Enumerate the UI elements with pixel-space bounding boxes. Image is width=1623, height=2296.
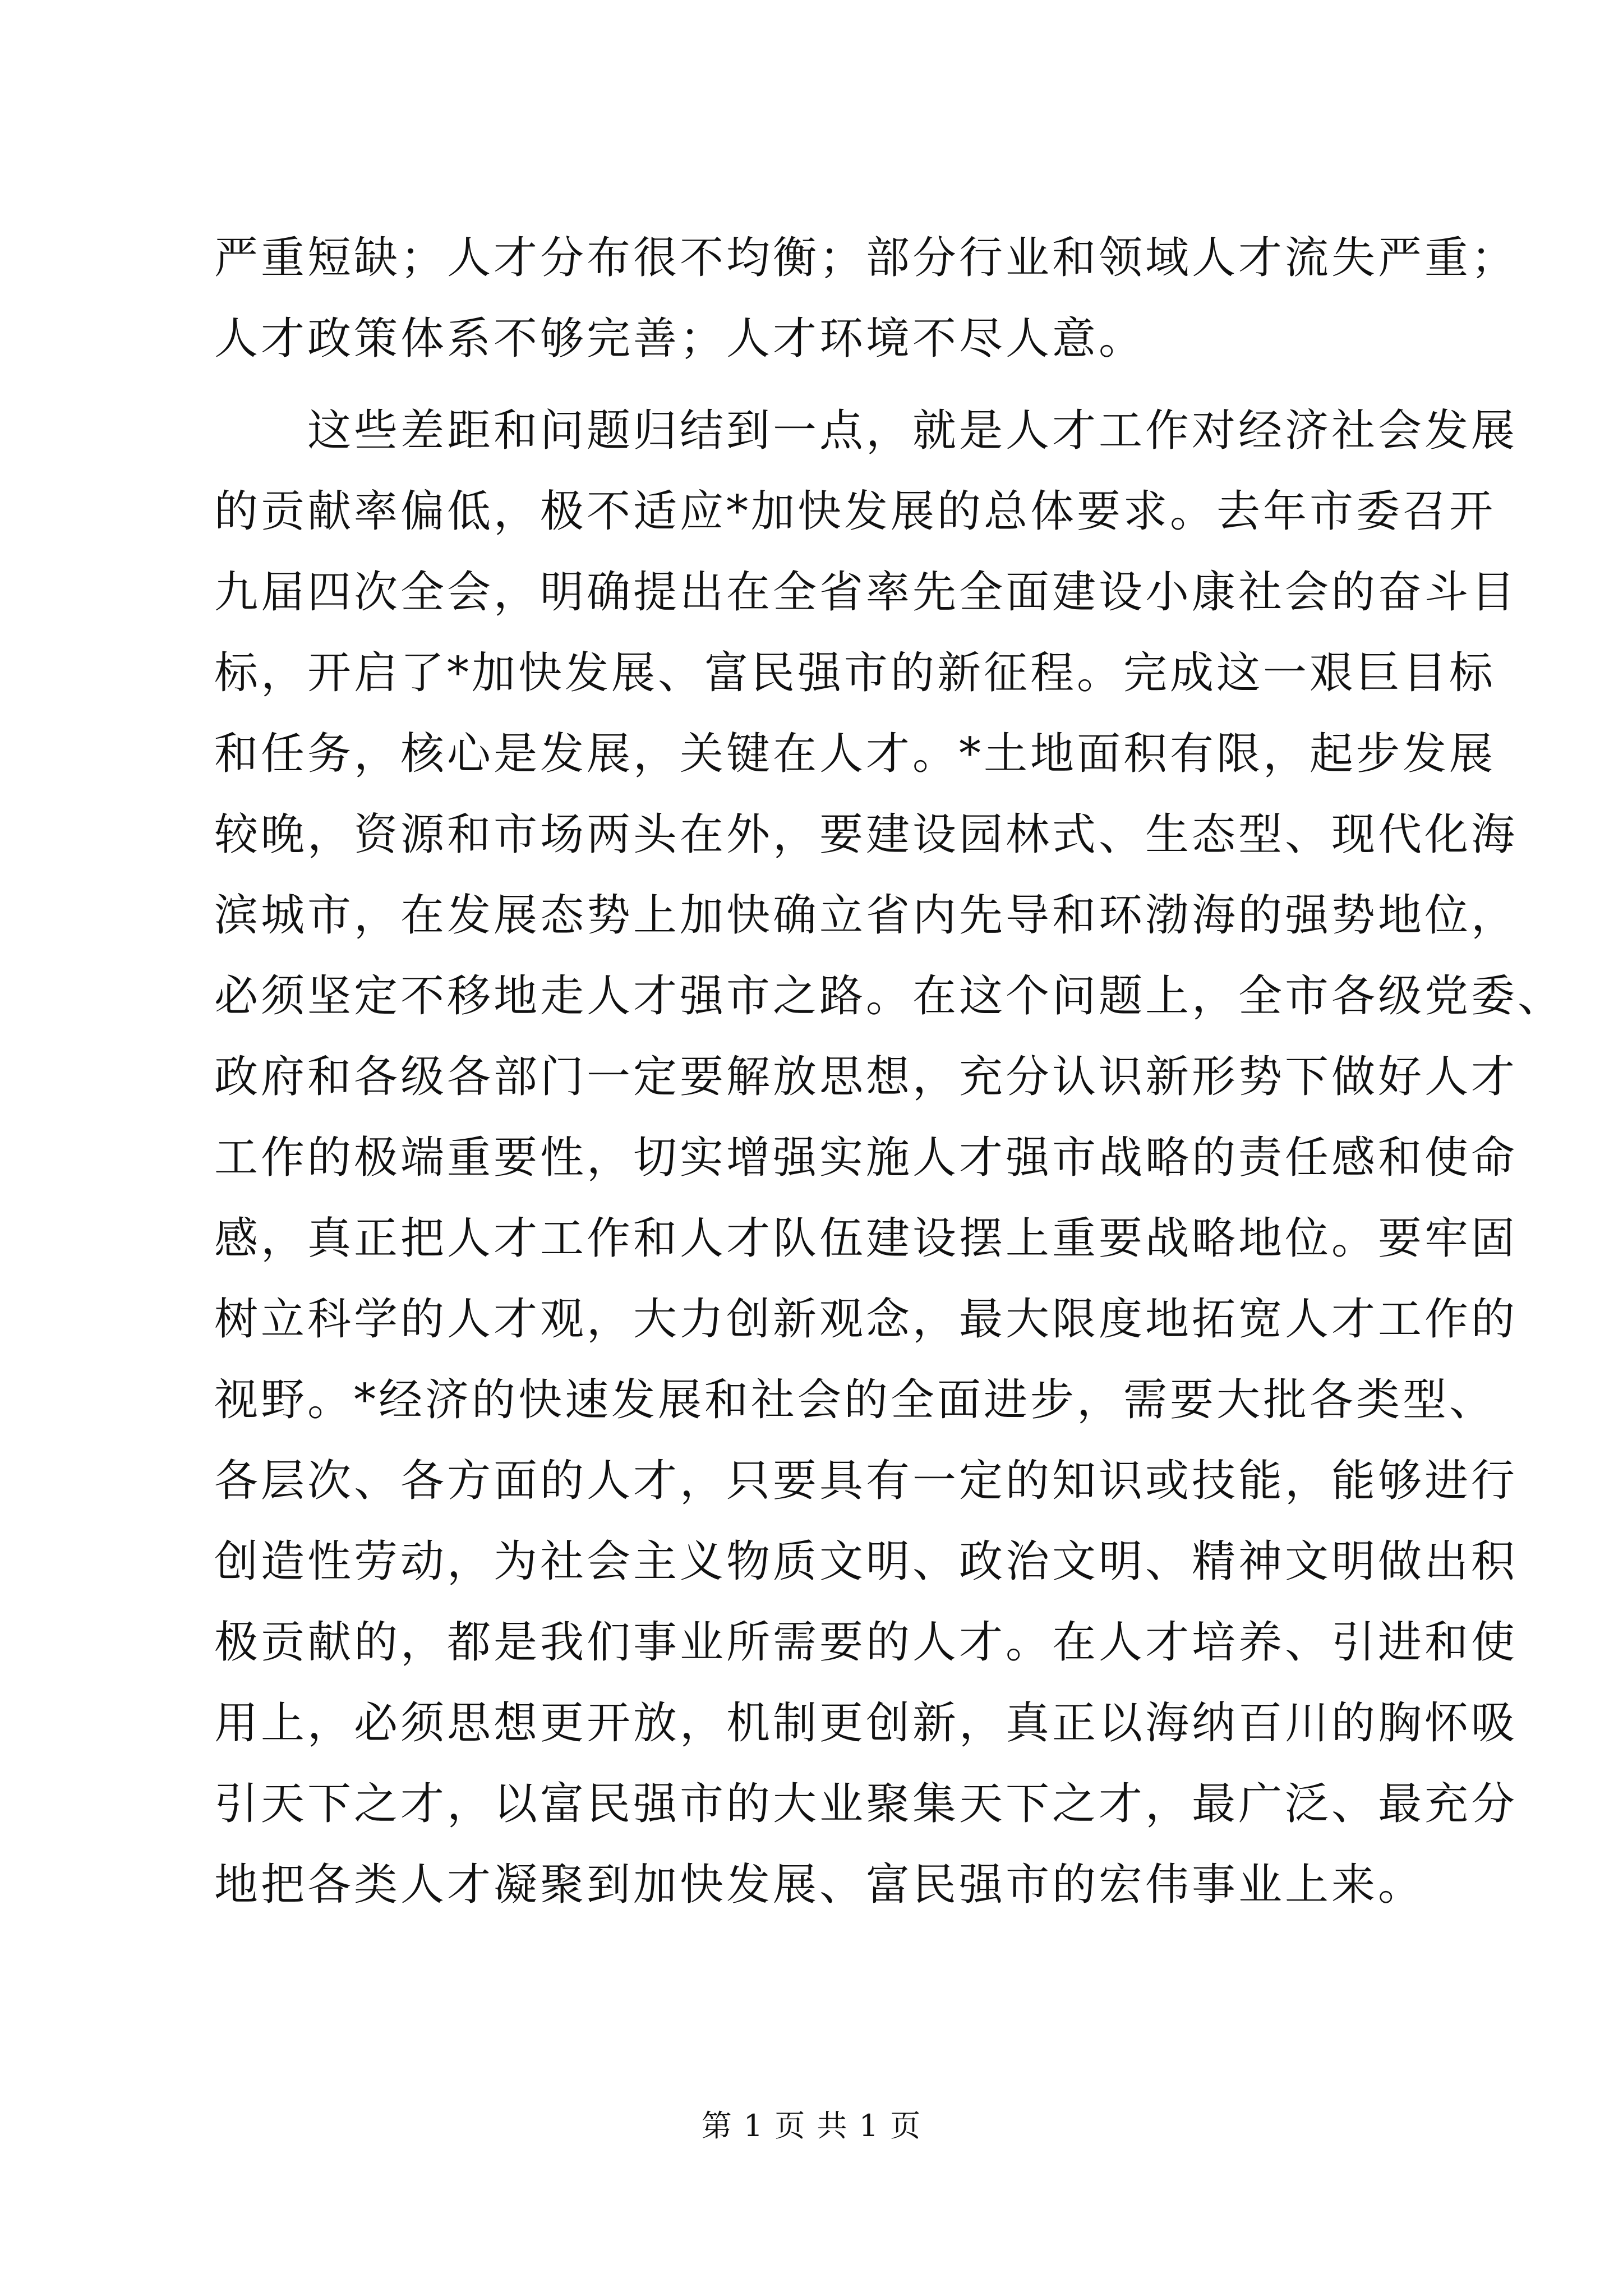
text-line: 各层次、各方面的人才，只要具有一定的知识或技能，能够进行: [214, 1456, 1518, 1506]
text-line: 严重短缺；人才分布很不均衡；部分行业和领域人才流失严重；: [214, 233, 1518, 283]
text-line: 政府和各级各部门一定要解放思想，充分认识新形势下做好人才: [214, 1052, 1518, 1102]
text-line: 滨城市，在发展态势上加快确立省内先导和环渤海的强势地位，: [214, 890, 1518, 941]
text-line: 感，真正把人才工作和人才队伍建设摆上重要战略地位。要牢固: [214, 1213, 1518, 1264]
page-number-footer: 第 1 页 共 1 页: [701, 2108, 922, 2143]
text-line: 人才政策体系不够完善；人才环境不尽人意。: [214, 314, 1146, 364]
text-line: 用上，必须思想更开放，机制更创新，真正以海纳百川的胸怀吸: [214, 1698, 1518, 1749]
text-line: 创造性劳动，为社会主义物质文明、政治文明、精神文明做出积: [214, 1536, 1518, 1587]
text-line: 九届四次全会，明确提出在全省率先全面建设小康社会的奋斗目: [214, 567, 1518, 618]
text-line: 必须坚定不移地走人才强市之路。在这个问题上，全市各级党委、: [214, 971, 1565, 1022]
text-line: 地把各类人才凝聚到加快发展、富民强市的宏伟事业上来。: [214, 1860, 1425, 1910]
text-line: 极贡献的，都是我们事业所需要的人才。在人才培养、引进和使: [214, 1617, 1518, 1668]
text-line: 引天下之才，以富民强市的大业聚集天下之才，最广泛、最充分: [214, 1779, 1518, 1829]
paragraph-first-line: 这些差距和问题归结到一点，就是人才工作对经济社会发展: [214, 406, 1518, 456]
text-line: 标，开启了*加快发展、富民强市的新征程。完成这一艰巨目标: [214, 648, 1496, 698]
text-line: 树立科学的人才观，大力创新观念，最大限度地拓宽人才工作的: [214, 1294, 1518, 1345]
text-line: 工作的极端重要性，切实增强实施人才强市战略的责任感和使命: [214, 1133, 1518, 1183]
paragraph-break: [214, 379, 1409, 390]
body-text: [214, 218, 1565, 1925]
text-line: 较晚，资源和市场两头在外，要建设园林式、生态型、现代化海: [214, 809, 1518, 860]
text-line: 视野。*经济的快速发展和社会的全面进步，需要大批各类型、: [214, 1375, 1496, 1425]
text-line: 和任务，核心是发展，关键在人才。*土地面积有限，起步发展: [214, 729, 1496, 779]
text-line: 的贡献率偏低，极不适应*加快发展的总体要求。去年市委召开: [214, 486, 1496, 537]
